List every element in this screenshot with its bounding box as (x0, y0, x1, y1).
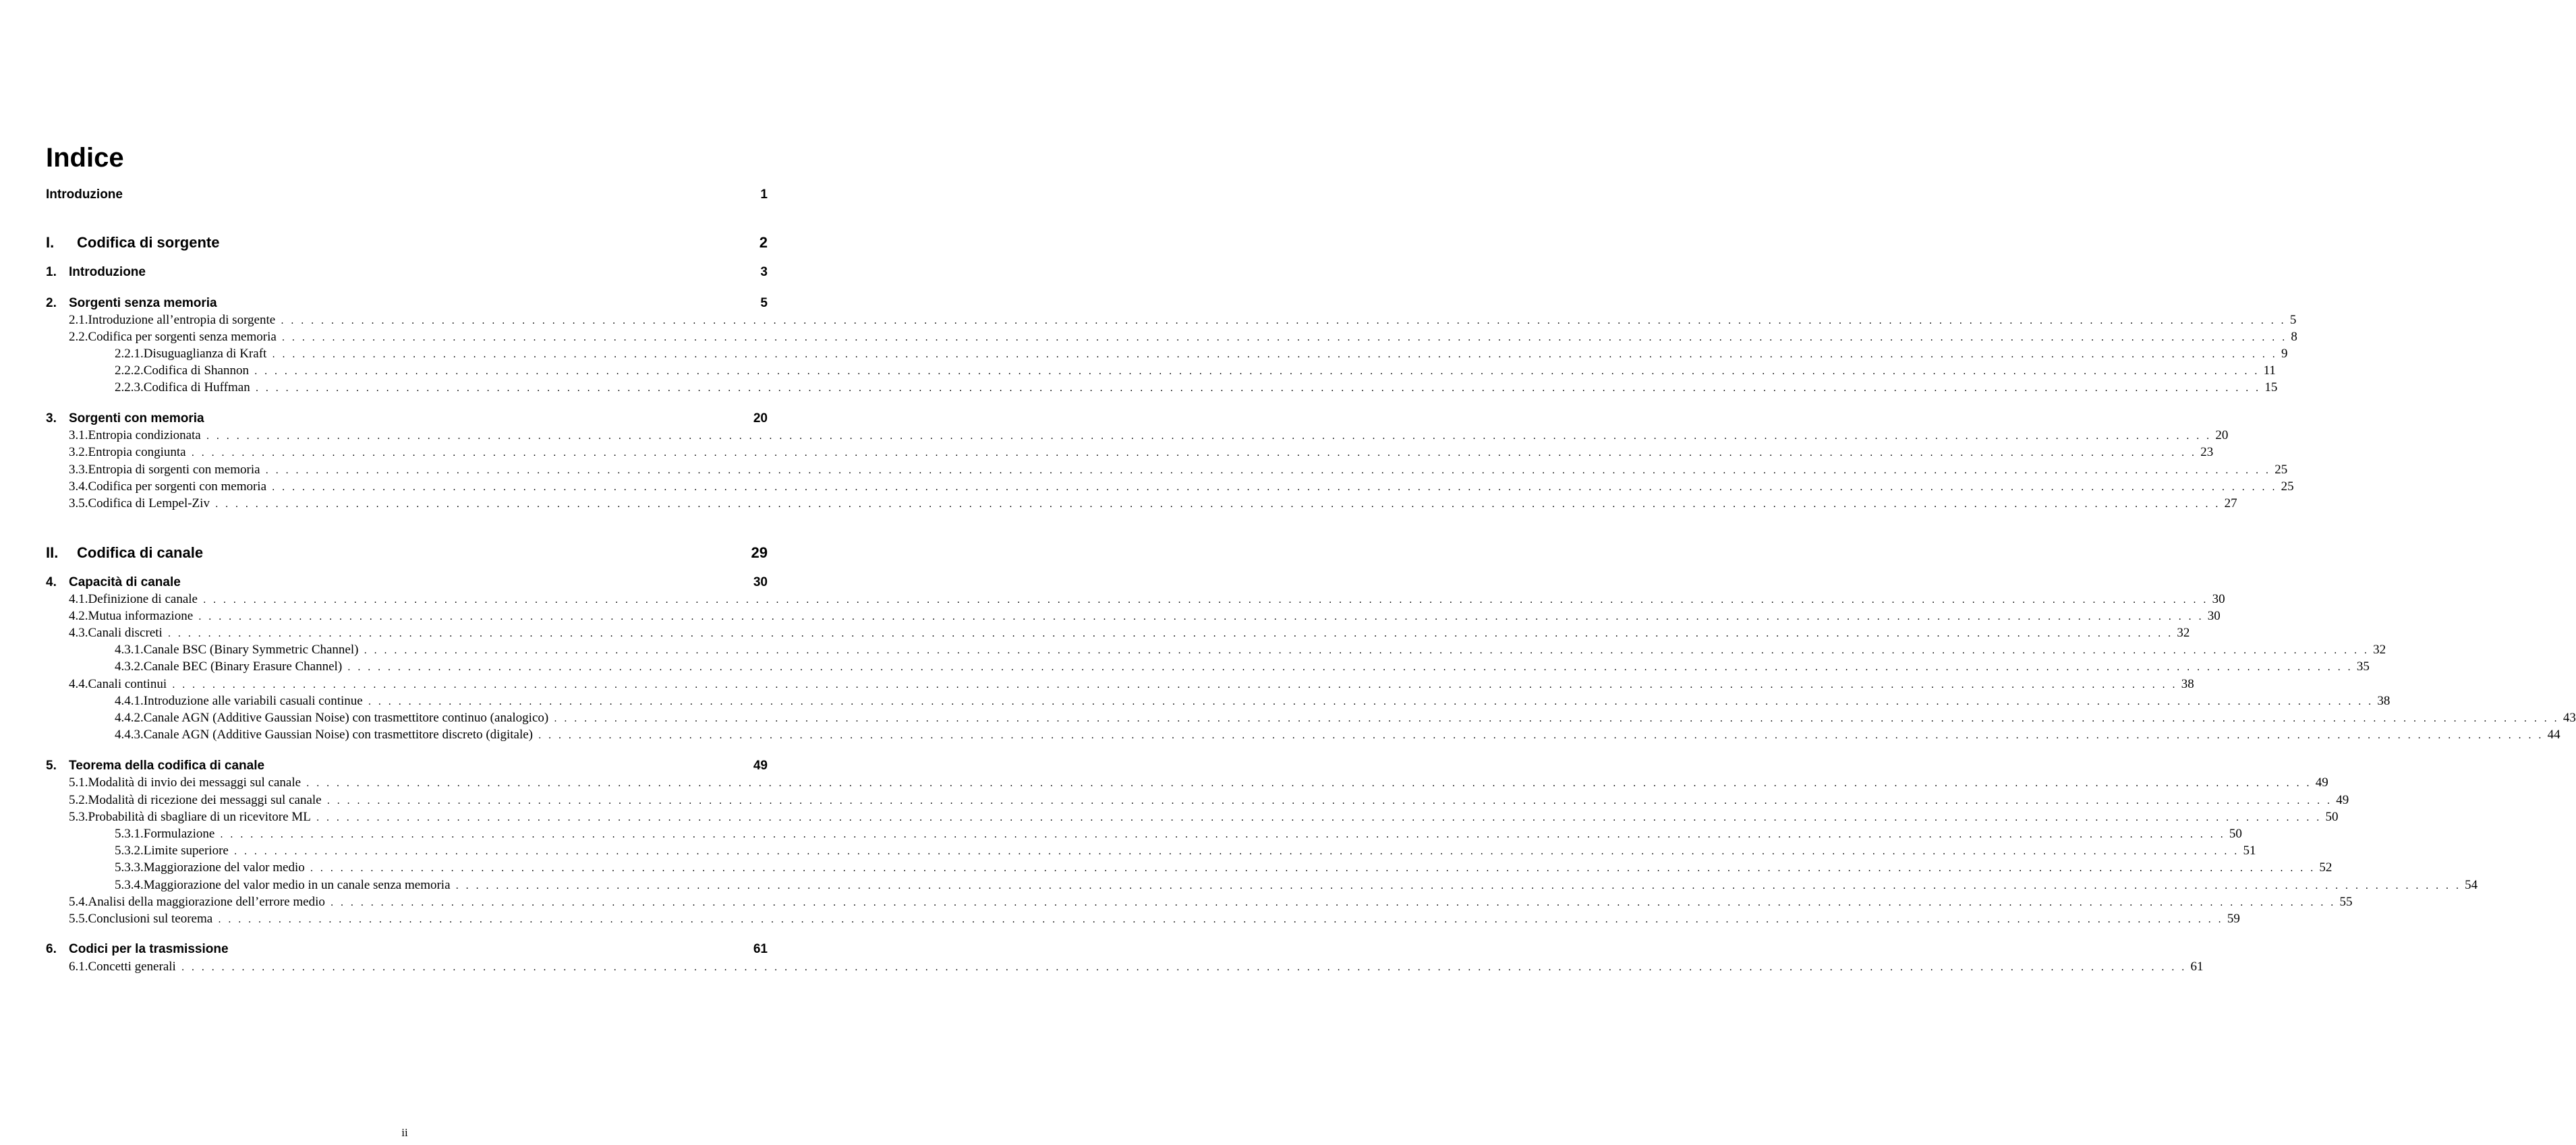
dot-leader: . . . . . . . . . . . . . . . . . . . . . . . . . . . . . . . . . . . . . . . . . . . . . . . . . . . . . . . . . . . . . . . . . . . . . . . . . . . . . . . . . . . . . . . . . . . . . . . . . . . . . . . . . . . . . . . . . . . . . . . . . . . . . . . . . . . . . . . . . . . . . . . . . . . . . . . . . . . . . . . . . . . . . . . . . . . . . . . . . . . . . . . . . . . . . . . . . . . . . . . . (265, 465, 2271, 476)
toc-entry-title: Codifica di Huffman (143, 380, 250, 394)
toc-entry-title: Limite superiore (143, 844, 229, 858)
dot-leader: . . . . . . . . . . . . . . . . . . . . . . . . . . . . . . . . . . . . . . . . . . . . . . . . . . . . . . . . . . . . . . . . . . . . . . . . . . . . . . . . . . . . . . . . . . . . . . . . . . . . . . . . . . . . . . . . . . . . . . . . . . . . . . . . . . . . . . . . . . . . . . . . . . . . . . . . . . . . . . . . . . . . . . . . . . . . . . . . . . . . . . . . . . . . . . . . . . . . . . . . (538, 730, 2544, 741)
toc-entry-subsection[interactable] (46, 347, 2288, 364)
toc-entry-section[interactable] (46, 793, 2349, 811)
toc-entry-number: 5.3. (69, 810, 88, 824)
toc-entry-number: 5. (46, 759, 57, 773)
page-number: ii (401, 1126, 408, 1139)
dot-leader: . . . . . . . . . . . . . . . . . . . . . . . . . . . . . . . . . . . . . . . . . . . . . . . . . . . . . . . . . . . . . . . . . . . . . . . . . . . . . . . . . . . . . . . . . . . . . . . . . . . . . . . . . . . . . . . . . . . . . . . . . . . . . . . . . . . . . . . . . . . . . . . . . . . . . . . . . . . . . . . . . . . . . . . . . . . . . . . . . . . . . . . . . . . . . . . . . . . . . . . . (191, 448, 2197, 459)
toc-entry-title: Formulazione (143, 827, 215, 841)
toc-entry-page: 59 (2227, 912, 2240, 926)
toc-entry-page: 32 (2177, 626, 2190, 640)
dot-leader: . . . . . . . . . . . . . . . . . . . . . . . . . . . . . . . . . . . . . . . . . . . . . . . . . . . . . . . . . . . . . . . . . . . . . . . . . . . . . . . . . . . . . . . . . . . . . . . . . . . . . . . . . . . . . . . . . . . . . . . . . . . . . . . . . . . . . . . . . . . . . . . . . . . . . . . . . . . . . . . . . . . . . . . . . . . . . . . . . . . . . . . . . . . . . . . . . . . . . . . . (214, 499, 2221, 510)
dot-leader: . . . . . . . . . . . . . . . . . . . . . . . . . . . . . . . . . . . . . . . . . . . . . . . . . . . . . . . . . . . . . . . . . . . . . . . . . . . . . . . . . . . . . . . . . . . . . . . . . . . . . . . . . . . . . . . . . . . . . . . . . . . . . . . . . . . . . . . . . . . . . . . . . . . . . . . . . . . . . . . . . . . . . . . . . . . . . . . . . . . . . . . . . . . . . . . . . . . . . . . . (272, 349, 2277, 360)
toc-entry-page: 38 (2181, 677, 2194, 691)
toc-entry-page: 50 (2325, 810, 2339, 824)
toc-entry-section[interactable] (46, 463, 2288, 480)
toc-entry-number: 4.4.2. (115, 711, 144, 725)
toc-entry-number: 5.3.3. (115, 860, 144, 875)
toc-entry-title: Conclusioni sul teorema (88, 912, 213, 926)
toc-entry-number: 3.1. (69, 428, 88, 442)
toc-entry-number: 3.5. (69, 496, 88, 510)
toc-entry-title: Codifica per sorgenti senza memoria (88, 330, 277, 344)
toc-entry-page: 20 (2215, 428, 2229, 442)
toc-entry-page: 23 (2200, 445, 2214, 459)
toc-entry-number: 5.3.1. (115, 827, 144, 841)
toc-entry-page: 54 (2465, 878, 2478, 892)
toc-entry-title: Codifica di Shannon (143, 363, 249, 378)
toc-entry-number: 3.4. (69, 479, 88, 494)
toc-entry-number: 4.3.1. (115, 643, 144, 657)
toc-entry-title: Introduzione (69, 265, 146, 279)
toc-entry-subsection[interactable] (46, 711, 2576, 728)
toc-entry-page: 49 (2336, 793, 2349, 807)
toc-entry-page: 3 (760, 265, 768, 279)
toc-entry-section[interactable] (46, 960, 2204, 977)
toc-entry-title: Codifica per sorgenti con memoria (88, 479, 267, 494)
toc-entry-number: 2.2.3. (115, 380, 144, 394)
dot-leader: . . . . . . . . . . . . . . . . . . . . . . . . . . . . . . . . . . . . . . . . . . . . . . . . . . . . . . . . . . . . . . . . . . . . . . . . . . . . . . . . . . . . . . . . . . . . . . . . . . . . . . . . . . . . . . . . . . . . . . . . . . . . . . . . . . . . . . . . . . . . . . . . . . . . . . . . . . . . . . . . . . . . . . . . . . . . . . . . . . . . . . . . . . . . . . . . . . . . . . . . (172, 680, 2177, 691)
toc-entry-number: 2.2.1. (115, 347, 144, 361)
toc-entry-section[interactable] (46, 313, 2297, 330)
toc-entry-title: Modalità di ricezione dei messaggi sul canale (88, 793, 322, 807)
toc-entry-title: Maggiorazione del valor medio (143, 860, 305, 875)
toc-entry-section[interactable] (46, 330, 2297, 347)
toc-entry-number: 4.4. (69, 677, 88, 691)
dot-leader: . . . . . . . . . . . . . . . . . . . . . . . . . . . . . . . . . . . . . . . . . . . . . . . . . . . . . . . . . . . . . . . . . . . . . . . . . . . . . . . . . . . . . . . . . . . . . . . . . . . . . . . . . . . . . . . . . . . . . . . . . . . . . . . . . . . . . . . . . . . . . . . . . . . . . . . . . . . . . . . . . . . . . . . . . . . . . . . . . . . . . . . . . . . . . . . . . . . . . . . . (326, 796, 2332, 806)
toc-entry-page: 25 (2274, 463, 2288, 477)
toc-entry-subsection[interactable] (46, 827, 2242, 844)
toc-entry-title: Concetti generali (88, 960, 176, 974)
toc-entry-page: 38 (2377, 694, 2391, 708)
toc-entry-chapter[interactable] (46, 575, 768, 593)
toc-entry-title: Analisi della maggiorazione dell’errore medio (88, 895, 325, 909)
dot-leader: . . . . . . . . . . . . . . . . . . . . . . . . . . . . . . . . . . . . . . . . . . . . . . . . . . . . . . . . . . . . . . . . . . . . . . . . . . . . . . . . . . . . . . . . . . . . . . . . . . . . . . . . . . . . . . . . . . . . . . . . . . . . . . . . . . . . . . . . . . . . . . . . . . . . . . . . . . . . . . . . . . . . . . . . . . . . . . . . . . . . . . . . . . . . . . . . . . . . . . . . (198, 612, 2204, 622)
toc-entry-number: 3.3. (69, 463, 88, 477)
dot-leader: . . . . . . . . . . . . . . . . . . . . . . . . . . . . . . . . . . . . . . . . . . . . . . . . . . . . . . . . . . . . . . . . . . . . . . . . . . . . . . . . . . . . . . . . . . . . . . . . . . . . . . . . . . . . . . . . . . . . . . . . . . . . . . . . . . . . . . . . . . . . . . . . . . . . . . . . . . . . . . . . . . . . . . . . . . . . . . . . . . . . . . . . . . . . . . . . . . . . . . . . (306, 778, 2312, 789)
toc-entry-page: 30 (753, 575, 768, 589)
toc-entry-page: 52 (2319, 860, 2332, 875)
toc-entry-subsection[interactable] (46, 844, 2256, 861)
toc-entry-title: Modalità di invio dei messaggi sul canale (88, 775, 302, 790)
toc-entry-title: Probabilità di sbagliare di un ricevitore ML (88, 810, 311, 824)
toc-entry-chapter[interactable] (46, 296, 768, 314)
toc-entry-number: 5.3.4. (115, 878, 144, 892)
toc-entry-number: 1. (46, 265, 57, 279)
toc-entry-page: 2 (759, 234, 768, 251)
toc-entry-number: 6.1. (69, 960, 88, 974)
dot-leader: . . . . . . . . . . . . . . . . . . . . . . . . . . . . . . . . . . . . . . . . . . . . . . . . . . . . . . . . . . . . . . . . . . . . . . . . . . . . . . . . . . . . . . . . . . . . . . . . . . . . . . . . . . . . . . . . . . . . . . . . . . . . . . . . . . . . . . . . . . . . . . . . . . . . . . . . . . . . . . . . . . . . . . . . . . . . . . . . . . . . . . . . . . . . . . . . . . . . . . . . (347, 662, 2353, 673)
toc-entry-chapter[interactable] (46, 942, 768, 960)
toc-entry-title: Codifica di Lempel-Ziv (88, 496, 210, 510)
toc-entry-subsection[interactable] (46, 659, 2370, 677)
toc-entry-title: Entropia condizionata (88, 428, 201, 442)
toc-entry-number: 4.4.1. (115, 694, 144, 708)
dot-leader: . . . . . . . . . . . . . . . . . . . . . . . . . . . . . . . . . . . . . . . . . . . . . . . . . . . . . . . . . . . . . . . . . . . . . . . . . . . . . . . . . . . . . . . . . . . . . . . . . . . . . . . . . . . . . . . . . . . . . . . . . . . . . . . . . . . . . . . . . . . . . . . . . . . . . . . . . . . . . . . . . . . . . . . . . . . . . . . . . . . . . . . . . . . . . . . . . . . . . . . . (330, 898, 2336, 908)
toc-entry-page: 8 (2291, 330, 2297, 344)
toc-entry-title: Canale BSC (Binary Symmetric Channel) (143, 643, 359, 657)
toc-entry-section[interactable] (46, 912, 2240, 929)
toc-entry-section[interactable] (46, 479, 2294, 497)
toc-entry-number: 2.2. (69, 330, 88, 344)
toc-entry-title: Canali discreti (88, 626, 163, 640)
toc-entry-page: 55 (2339, 895, 2353, 909)
toc-entry-section[interactable] (46, 810, 2339, 827)
toc-entry-number: 4.3. (69, 626, 88, 640)
toc-entry-number: 2.2.2. (115, 363, 144, 378)
toc-entry-section[interactable] (46, 428, 2229, 446)
toc-entry-number: 5.4. (69, 895, 88, 909)
toc-entry-section[interactable] (46, 775, 2328, 793)
toc-entry-number: 2. (46, 296, 57, 310)
toc-entry-page: 1 (760, 187, 768, 202)
toc-entry-number: 3.2. (69, 445, 88, 459)
toc-entry-page: 51 (2243, 844, 2256, 858)
toc-entry-page: 5 (760, 296, 768, 310)
toc-entry-title: Codifica di sorgente (77, 234, 220, 251)
toc-entry-page: 29 (751, 544, 768, 561)
toc-entry-title: Introduzione (46, 187, 123, 202)
toc-entry-title: Disuguaglianza di Kraft (143, 347, 267, 361)
toc-entry-number: 5.1. (69, 775, 88, 790)
toc-entry-title: Sorgenti senza memoria (69, 296, 217, 310)
toc-entry-part[interactable] (46, 544, 768, 564)
toc-entry-number: 4.3.2. (115, 659, 144, 674)
toc-entry-subsection[interactable] (46, 878, 2478, 896)
dot-leader: . . . . . . . . . . . . . . . . . . . . . . . . . . . . . . . . . . . . . . . . . . . . . . . . . . . . . . . . . . . . . . . . . . . . . . . . . . . . . . . . . . . . . . . . . . . . . . . . . . . . . . . . . . . . . . . . . . . . . . . . . . . . . . . . . . . . . . . . . . . . . . . . . . . . . . . . . . . . . . . . . . . . . . . . . . . . . . . . . . . . . . . . . . . . . . . . . . . . . . . . (218, 914, 2223, 925)
toc-entry-page: 27 (2224, 496, 2237, 510)
toc-entry-part[interactable] (46, 234, 768, 254)
toc-entry-number: 4.4.3. (115, 728, 144, 742)
toc-entry-chapter[interactable] (46, 265, 768, 283)
toc-entry-number: I. (46, 234, 55, 251)
toc-entry-page: 61 (753, 942, 768, 956)
dot-leader: . . . . . . . . . . . . . . . . . . . . . . . . . . . . . . . . . . . . . . . . . . . . . . . . . . . . . . . . . . . . . . . . . . . . . . . . . . . . . . . . . . . . . . . . . . . . . . . . . . . . . . . . . . . . . . . . . . . . . . . . . . . . . . . . . . . . . . . . . . . . . . . . . . . . . . . . . . . . . . . . . . . . . . . . . . . . . . . . . . . . . . . . . . . . . . . . . . . . . . . . (255, 383, 2261, 394)
dot-leader: . . . . . . . . . . . . . . . . . . . . . . . . . . . . . . . . . . . . . . . . . . . . . . . . . . . . . . . . . . . . . . . . . . . . . . . . . . . . . . . . . . . . . . . . . . . . . . . . . . . . . . . . . . . . . . . . . . . . . . . . . . . . . . . . . . . . . . . . . . . . . . . . . . . . . . . . . . . . . . . . . . . . . . . . . . . . . . . . . . . . . . . . . . . . . . . . . . . . . . . . (368, 697, 2374, 707)
toc-entry-page: 61 (2190, 960, 2204, 974)
dot-leader: . . . . . . . . . . . . . . . . . . . . . . . . . . . . . . . . . . . . . . . . . . . . . . . . . . . . . . . . . . . . . . . . . . . . . . . . . . . . . . . . . . . . . . . . . . . . . . . . . . . . . . . . . . . . . . . . . . . . . . . . . . . . . . . . . . . . . . . . . . . . . . . . . . . . . . . . . . . . . . . . . . . . . . . . . . . . . . . . . . . . . . . . . . . . . . . . . . . . . . . . (554, 713, 2559, 724)
toc-entry-page: 9 (2281, 347, 2288, 361)
toc-entry-title: Entropia di sorgenti con memoria (88, 463, 260, 477)
toc-entry-page: 25 (2281, 479, 2294, 494)
toc-entry-number: 2.1. (69, 313, 88, 327)
toc-entry-intro[interactable] (46, 187, 768, 205)
toc-entry-page: 20 (753, 411, 768, 425)
toc-entry-title: Canali continui (88, 677, 167, 691)
toc-entry-title: Codici per la trasmissione (69, 942, 229, 956)
toc-entry-section[interactable] (46, 445, 2214, 463)
dot-leader: . . . . . . . . . . . . . . . . . . . . . . . . . . . . . . . . . . . . . . . . . . . . . . . . . . . . . . . . . . . . . . . . . . . . . . . . . . . . . . . . . . . . . . . . . . . . . . . . . . . . . . . . . . . . . . . . . . . . . . . . . . . . . . . . . . . . . . . . . . . . . . . . . . . . . . . . . . . . . . . . . . . . . . . . . . . . . . . . . . . . . . . . . . . . . . . . . . . . . . . . (167, 628, 2173, 639)
toc-entry-number: 6. (46, 942, 57, 956)
toc-entry-number: 5.3.2. (115, 844, 144, 858)
toc-entry-title: Entropia congiunta (88, 445, 186, 459)
dot-leader: . . . . . . . . . . . . . . . . . . . . . . . . . . . . . . . . . . . . . . . . . . . . . . . . . . . . . . . . . . . . . . . . . . . . . . . . . . . . . . . . . . . . . . . . . . . . . . . . . . . . . . . . . . . . . . . . . . . . . . . . . . . . . . . . . . . . . . . . . . . . . . . . . . . . . . . . . . . . . . . . . . . . . . . . . . . . . . . . . . . . . . . . . . . . . . . . . . . . . . . . (220, 829, 2225, 840)
dot-leader: . . . . . . . . . . . . . . . . . . . . . . . . . . . . . . . . . . . . . . . . . . . . . . . . . . . . . . . . . . . . . . . . . . . . . . . . . . . . . . . . . . . . . . . . . . . . . . . . . . . . . . . . . . . . . . . . . . . . . . . . . . . . . . . . . . . . . . . . . . . . . . . . . . . . . . . . . . . . . . . . . . . . . . . . . . . . . . . . . . . . . . . . . . . . . . . . . . . . . . . . (254, 366, 2260, 377)
toc-entry-page: 11 (2263, 363, 2276, 378)
page-title: Indice (46, 143, 124, 173)
dot-leader: . . . . . . . . . . . . . . . . . . . . . . . . . . . . . . . . . . . . . . . . . . . . . . . . . . . . . . . . . . . . . . . . . . . . . . . . . . . . . . . . . . . . . . . . . . . . . . . . . . . . . . . . . . . . . . . . . . . . . . . . . . . . . . . . . . . . . . . . . . . . . . . . . . . . . . . . . . . . . . . . . . . . . . . . . . . . . . . . . . . . . . . . . . . . . . . . . . . . . . . . (272, 482, 2277, 493)
dot-leader: . . . . . . . . . . . . . . . . . . . . . . . . . . . . . . . . . . . . . . . . . . . . . . . . . . . . . . . . . . . . . . . . . . . . . . . . . . . . . . . . . . . . . . . . . . . . . . . . . . . . . . . . . . . . . . . . . . . . . . . . . . . . . . . . . . . . . . . . . . . . . . . . . . . . . . . . . . . . . . . . . . . . . . . . . . . . . . . . . . . . . . . . . . . . . . . . . . . . . . . . (455, 881, 2461, 891)
toc-entry-number: II. (46, 544, 59, 561)
toc-entry-number: 5.2. (69, 793, 88, 807)
toc-entry-section[interactable] (46, 895, 2353, 912)
dot-leader: . . . . . . . . . . . . . . . . . . . . . . . . . . . . . . . . . . . . . . . . . . . . . . . . . . . . . . . . . . . . . . . . . . . . . . . . . . . . . . . . . . . . . . . . . . . . . . . . . . . . . . . . . . . . . . . . . . . . . . . . . . . . . . . . . . . . . . . . . . . . . . . . . . . . . . . . . . . . . . . . . . . . . . . . . . . . . . . . . . . . . . . . . . . . . . . . . . . . . . . . (281, 332, 2287, 343)
toc-entry-chapter[interactable] (46, 759, 768, 776)
toc-entry-title: Codifica di canale (77, 544, 204, 561)
dot-leader: . . . . . . . . . . . . . . . . . . . . . . . . . . . . . . . . . . . . . . . . . . . . . . . . . . . . . . . . . . . . . . . . . . . . . . . . . . . . . . . . . . . . . . . . . . . . . . . . . . . . . . . . . . . . . . . . . . . . . . . . . . . . . . . . . . . . . . . . . . . . . . . . . . . . . . . . . . . . . . . . . . . . . . . . . . . . . . . . . . . . . . . . . . . . . . . . . . . . . . . . (364, 645, 2370, 656)
toc-entry-page: 35 (2356, 659, 2370, 674)
toc-entry-title: Canale BEC (Binary Erasure Channel) (143, 659, 343, 674)
toc-entry-subsection[interactable] (46, 860, 2332, 878)
dot-leader: . . . . . . . . . . . . . . . . . . . . . . . . . . . . . . . . . . . . . . . . . . . . . . . . . . . . . . . . . . . . . . . . . . . . . . . . . . . . . . . . . . . . . . . . . . . . . . . . . . . . . . . . . . . . . . . . . . . . . . . . . . . . . . . . . . . . . . . . . . . . . . . . . . . . . . . . . . . . . . . . . . . . . . . . . . . . . . . . . . . . . . . . . . . . . . . . . . . . . . . . (202, 595, 2208, 606)
toc-entry-title: Canale AGN (Additive Gaussian Noise) con trasmettitore continuo (analogico) (143, 711, 549, 725)
toc-entry-page: 15 (2264, 380, 2278, 394)
toc-entry-page: 49 (753, 759, 768, 773)
toc-entry-number: 4. (46, 575, 57, 589)
toc-entry-page: 32 (2373, 643, 2386, 657)
toc-entry-number: 4.1. (69, 592, 88, 606)
toc-entry-number: 5.5. (69, 912, 88, 926)
dot-leader: . . . . . . . . . . . . . . . . . . . . . . . . . . . . . . . . . . . . . . . . . . . . . . . . . . . . . . . . . . . . . . . . . . . . . . . . . . . . . . . . . . . . . . . . . . . . . . . . . . . . . . . . . . . . . . . . . . . . . . . . . . . . . . . . . . . . . . . . . . . . . . . . . . . . . . . . . . . . . . . . . . . . . . . . . . . . . . . . . . . . . . . . . . . . . . . . . . . . . . . . (310, 863, 2316, 874)
toc-entry-subsection[interactable] (46, 728, 2560, 745)
toc-entry-title: Teorema della codifica di canale (69, 759, 265, 773)
toc-entry-title: Canale AGN (Additive Gaussian Noise) con trasmettitore discreto (digitale) (143, 728, 533, 742)
toc-entry-page: 49 (2315, 775, 2328, 790)
toc-entry-title: Mutua informazione (88, 609, 194, 623)
toc-entry-section[interactable] (46, 626, 2190, 643)
toc-entry-chapter[interactable] (46, 411, 768, 429)
toc-entry-title: Capacità di canale (69, 575, 181, 589)
toc-entry-section[interactable] (46, 609, 2221, 626)
dot-leader: . . . . . . . . . . . . . . . . . . . . . . . . . . . . . . . . . . . . . . . . . . . . . . . . . . . . . . . . . . . . . . . . . . . . . . . . . . . . . . . . . . . . . . . . . . . . . . . . . . . . . . . . . . . . . . . . . . . . . . . . . . . . . . . . . . . . . . . . . . . . . . . . . . . . . . . . . . . . . . . . . . . . . . . . . . . . . . . . . . . . . . . . . . . . . . . . . . . . . . . . (281, 316, 2286, 326)
toc-entry-subsection[interactable] (46, 694, 2391, 711)
toc-entry-page: 30 (2212, 592, 2225, 606)
toc-entry-page: 43 (2563, 711, 2576, 725)
toc-entry-page: 50 (2229, 827, 2242, 841)
toc-entry-subsection[interactable] (46, 363, 2276, 381)
toc-entry-page: 30 (2207, 609, 2221, 623)
toc-entry-number: 3. (46, 411, 57, 425)
toc-entry-section[interactable] (46, 592, 2225, 610)
toc-entry-title: Sorgenti con memoria (69, 411, 204, 425)
toc-entry-section[interactable] (46, 677, 2194, 695)
dot-leader: . . . . . . . . . . . . . . . . . . . . . . . . . . . . . . . . . . . . . . . . . . . . . . . . . . . . . . . . . . . . . . . . . . . . . . . . . . . . . . . . . . . . . . . . . . . . . . . . . . . . . . . . . . . . . . . . . . . . . . . . . . . . . . . . . . . . . . . . . . . . . . . . . . . . . . . . . . . . . . . . . . . . . . . . . . . . . . . . . . . . . . . . . . . . . . . . . . . . . . . . (181, 962, 2187, 973)
toc-entry-page: 44 (2547, 728, 2560, 742)
toc-entry-number: 4.2. (69, 609, 88, 623)
toc-entry-subsection[interactable] (46, 643, 2386, 660)
toc-entry-title: Maggiorazione del valor medio in un canale senza memoria (143, 878, 451, 892)
toc-entry-subsection[interactable] (46, 380, 2278, 398)
toc-entry-title: Definizione di canale (88, 592, 198, 606)
dot-leader: . . . . . . . . . . . . . . . . . . . . . . . . . . . . . . . . . . . . . . . . . . . . . . . . . . . . . . . . . . . . . . . . . . . . . . . . . . . . . . . . . . . . . . . . . . . . . . . . . . . . . . . . . . . . . . . . . . . . . . . . . . . . . . . . . . . . . . . . . . . . . . . . . . . . . . . . . . . . . . . . . . . . . . . . . . . . . . . . . . . . . . . . . . . . . . . . . . . . . . . . (316, 813, 2322, 823)
toc-entry-page: 5 (2289, 313, 2297, 327)
dot-leader: . . . . . . . . . . . . . . . . . . . . . . . . . . . . . . . . . . . . . . . . . . . . . . . . . . . . . . . . . . . . . . . . . . . . . . . . . . . . . . . . . . . . . . . . . . . . . . . . . . . . . . . . . . . . . . . . . . . . . . . . . . . . . . . . . . . . . . . . . . . . . . . . . . . . . . . . . . . . . . . . . . . . . . . . . . . . . . . . . . . . . . . . . . . . . . . . . . . . . . . . (206, 431, 2212, 442)
toc-entry-title: Introduzione all’entropia di sorgente (88, 313, 276, 327)
toc-entry-section[interactable] (46, 496, 2237, 514)
toc-entry-title: Introduzione alle variabili casuali continue (143, 694, 363, 708)
dot-leader: . . . . . . . . . . . . . . . . . . . . . . . . . . . . . . . . . . . . . . . . . . . . . . . . . . . . . . . . . . . . . . . . . . . . . . . . . . . . . . . . . . . . . . . . . . . . . . . . . . . . . . . . . . . . . . . . . . . . . . . . . . . . . . . . . . . . . . . . . . . . . . . . . . . . . . . . . . . . . . . . . . . . . . . . . . . . . . . . . . . . . . . . . . . . . . . . . . . . . . . . (233, 846, 2239, 857)
